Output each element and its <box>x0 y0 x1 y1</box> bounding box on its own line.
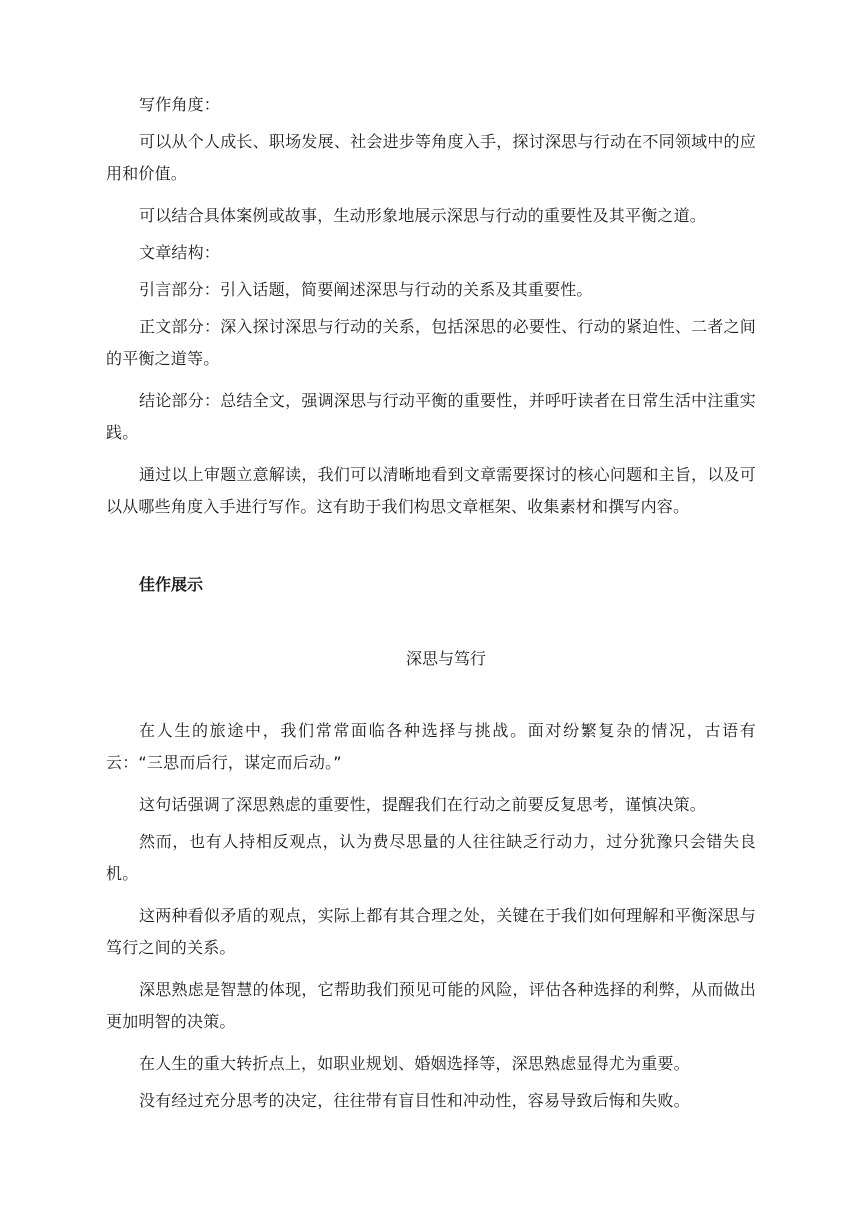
essay-paragraph-1: 在人生的旅途中，我们常常面临各种选择与挑战。面对纷繁复杂的情况，古语有云：“三思而后行，谋定而后动。” <box>106 721 756 772</box>
paragraph-body-part: 正文部分：深入探讨深思与行动的关系，包括深思的必要性、行动的紧迫性、二者之间的平衡之道等。 <box>106 317 756 368</box>
essay-paragraph-6: 在人生的重大转折点上，如职业规划、婚姻选择等，深思熟虑显得尤为重要。 <box>139 1054 690 1073</box>
essay-title: 深思与笃行 <box>405 649 486 668</box>
section-heading: 佳作展示 <box>139 575 204 594</box>
paragraph-summary: 通过以上审题立意解读，我们可以清晰地看到文章需要探讨的核心问题和主旨，以及可以从哪些角度入手进行写作。这有助于我们构思文章框架、收集素材和撰写内容。 <box>106 465 756 516</box>
essay-paragraph-7: 没有经过充分思考的决定，往往带有盲目性和冲动性，容易导致后悔和失败。 <box>139 1091 690 1110</box>
paragraph-writing-angle-heading: 写作角度： <box>139 95 221 114</box>
essay-paragraph-5: 深思熟虑是智慧的体现，它帮助我们预见可能的风险，评估各种选择的利弊，从而做出更加明智的决策。 <box>106 980 756 1031</box>
essay-paragraph-3: 然而，也有人持相反观点，认为费尽思量的人往往缺乏行动力，过分犹豫只会错失良机。 <box>106 832 756 883</box>
essay-paragraph-4: 这两种看似矛盾的观点，实际上都有其合理之处，关键在于我们如何理解和平衡深思与笃行之间的关系。 <box>106 906 756 957</box>
paragraph-angle-2: 可以结合具体案例或故事，生动形象地展示深思与行动的重要性及其平衡之道。 <box>139 206 707 225</box>
paragraph-conclusion-part: 结论部分：总结全文，强调深思与行动平衡的重要性，并呼吁读者在日常生活中注重实践。 <box>106 391 756 442</box>
essay-paragraph-2: 这句话强调了深思熟虑的重要性，提醒我们在行动之前要反复思考，谨慎决策。 <box>139 795 707 814</box>
paragraph-angle-1: 可以从个人成长、职场发展、社会进步等角度入手，探讨深思与行动在不同领域中的应用和价值。 <box>106 132 756 183</box>
paragraph-structure-heading: 文章结构： <box>139 243 221 262</box>
paragraph-intro-part: 引言部分：引入话题，简要阐述深思与行动的关系及其重要性。 <box>139 280 593 299</box>
